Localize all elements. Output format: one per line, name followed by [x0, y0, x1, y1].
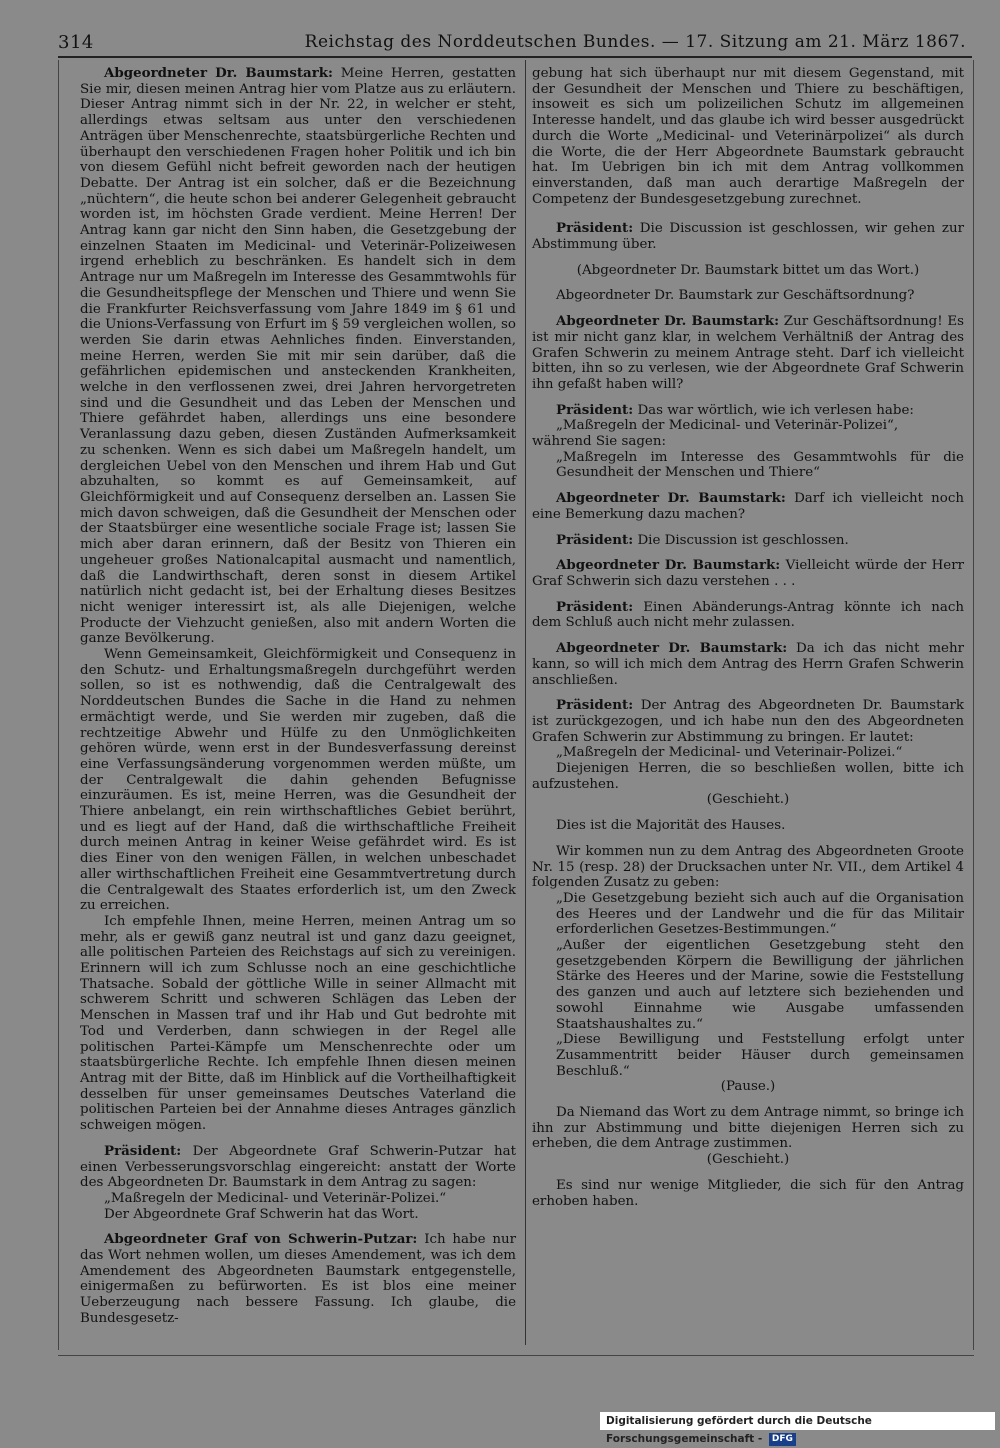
paragraph [80, 66, 516, 647]
footer-text: Digitalisierung gefördert durch die Deutsche Forschungsgemeinschaft - [606, 1415, 872, 1445]
paragraph [532, 221, 964, 252]
paragraph [532, 844, 964, 891]
paragraph [532, 434, 964, 450]
paragraph-gap [532, 278, 964, 288]
paragraph-gap [532, 1168, 964, 1178]
paragraph [532, 558, 964, 589]
speaker-name: Abgeordneter Dr. Baumstark: [556, 313, 780, 330]
page-edge-right [973, 60, 974, 1350]
paragraph-text: (Pause.) [720, 1079, 776, 1095]
paragraph-text: Die Discussion ist geschlossen, wir gehen zur Abstimmung über. [532, 221, 964, 253]
speaker-name: Präsident: [104, 1142, 182, 1159]
stage-direction [532, 263, 964, 279]
paragraph [80, 914, 516, 1134]
paragraph-text: Wir kommen nun zu dem Antrag des Abgeordneten Groote Nr. 15 (resp. 28) der Drucksachen unter Nr. VII., dem Artikel 4 folgenden Zusatz zu geben: [532, 843, 964, 891]
speaker-name: Präsident: [556, 531, 634, 548]
paragraph-text: Die Discussion ist geschlossen. [633, 532, 849, 548]
paragraph-text: Da ich das nicht mehr kann, so will ich mich dem Antrag des Herrn Grafen Schwerin anschließen. [532, 641, 964, 688]
paragraph-text: Diejenigen Herren, die so beschließen wollen, bitte ich aufzustehen. [532, 761, 964, 792]
paragraph-gap [532, 808, 964, 818]
paragraph-gap [532, 834, 964, 844]
paragraph-text: während Sie sagen: [532, 434, 666, 450]
page-header [58, 30, 972, 56]
paragraph-text: Der Abgeordnete Graf Schwerin hat das Wort. [104, 1206, 419, 1222]
paragraph-text: Das war wörtlich, wie ich verlesen habe: [633, 402, 914, 418]
paragraph-text: „Maßregeln der Medicinal- und Veterinär-Polizei“, [556, 418, 899, 434]
paragraph-text: gebung hat sich überhaupt nur mit diesem Gegenstand, mit der Gesundheit der Menschen und Thiere zu beschäftigen, insoweit es sich um polizeilichen Schutz im allgemeinen Interesse handelt, und das glaube ich wird besser ausgedrückt durch die Worte „Medicinal- und Veterinärpolizei“ als durch die Worte, die der Herr Abgeordnete Baumstark gebraucht hat. Im Uebrigen bin ich mit dem Antrag vollkommen einverstanden, daß man auch derartige Maßregeln der Competenz der Bundesgesetzgebung zurechnet. [532, 66, 964, 207]
paragraph [532, 288, 964, 304]
paragraph-text: Ich empfehle Ihnen, meine Herren, meinen Antrag um so mehr, als er gewiß ganz neutral ist und ganz dazu geeignet, alle politischen Parteien des Reichstags auf sich zu vereinigen. Erinnern will ich zum Schlusse noch an eine geschichtliche Thatsache. Sobald der göttliche Wille in seiner Allmacht mit schwerem Schritt und schweren Schlägen das Leben der Menschen in Massen traf und ihr Hab und Gut bedrohte mit Tod und Verderben, dann schwiegen in der Regel alle politischen Partei-Kämpfe um Menschenrechte oder um staatsbürgerliche Rechte. Ich empfehle Ihnen diesen meinen Antrag mit der Bitte, daß im Hinblick auf die Vortheilhaftigkeit desselben für unser gemeinsames Deutsches Vaterland die politischen Parteien bei der Annahme dieses Antrages gänzlich schweigen mögen. [80, 913, 516, 1134]
speaker-name: Abgeordneter Dr. Baumstark: [556, 640, 788, 657]
paragraph-text: Es sind nur wenige Mitglieder, die sich für den Antrag erhoben haben. [532, 1177, 964, 1209]
page-edge-left [58, 60, 59, 1350]
paragraph-text: Zur Geschäftsordnung! Es ist mir nicht ganz klar, in welchem Verhältniß der Antrag des Grafen Schwerin zu meinem Antrage steht. Darf ich vielleicht bitten, ihn so zu verlesen, wie der Abgeordnete Graf Schwerin ihn gefaßt haben will? [532, 314, 964, 392]
running-title: Reichstag des Norddeutschen Bundes. — 17. Sitzung am 21. März 1867. [304, 32, 966, 52]
paragraph [80, 647, 516, 914]
paragraph [80, 1144, 516, 1191]
funding-footer [600, 1412, 995, 1445]
speaker-name: Abgeordneter Dr. Baumstark: [556, 557, 781, 574]
speaker-name: Abgeordneter Dr. Baumstark: [104, 65, 333, 81]
paragraph [532, 66, 964, 207]
paragraph-text: Der Abgeordnete Graf Schwerin-Putzar hat einen Verbesserungsvorschlag eingereicht: anstatt der Worte des Abgeordneten Dr. Baumstark in dem Antrag zu sagen: [80, 1143, 516, 1191]
paragraph-text: Meine Herren, gestatten Sie mir, diesen meinen Antrag hier vom Platze aus zu erläutern. Dieser Antrag nimmt sich in der Nr. 22, in welcher er steht, allerdings etwas seltsam aus unter den verschiedenen Anträgen über Menschenrechte, staatsbürgerliche Rechten und überhaupt den verschiedenen Fragen hoher Politik und ich bin von diesem Gefühl nicht befreit geworden nach der heutigen Debatte. Der Antrag ist ein solcher, daß er die Bezeichnung „nüchtern“, die heute schon bei anderer Gelegenheit gebraucht worden ist, im höchsten Grade verdient. Meine Herren! Der Antrag kann gar nicht den Sinn haben, die Gesetzgebung der einzelnen Staaten im Medicinal- und Veterinär-Polizeiwesen irgend erheblich zu beschränken. Es handelt sich in dem Antrage nur um Maßregeln im Interesse des Gesammtwohls für die Gesundheitspflege der Menschen und Thiere und wenn Sie die Frankfurter Reichsverfassung vom Jahre 1849 im § 61 und die Unions-Verfassung von Erfurt im § 59 vergleichen wollen, so werden Sie darin etwas Aehnliches finden. Einverstanden, meine Herren, werden Sie mit mir sein darüber, daß die gefährlichen epidemischen und ansteckenden Krankheiten, welche in den verflossenen zwei, drei Jahren hervorgetreten sind und die Gesundheit und das Leben der Menschen und Thiere gefährdet haben, allerdings uns eine besondere Veranlassung dazu geben, diesen Zuständen Aufmerksamkeit zu schenken. Wenn es sich dabei um Maßregeln handelt, um dergleichen Uebel von den Menschen und ihrem Hab und Gut abzuhalten, so kommt es auf Gemeinsamkeit, auf Gleichförmigkeit und auf Consequenz derselben an. Lassen Sie mich davon schweigen, daß die Gesundheit der Menschen oder der Staatsbürger eine wesentliche sociale Frage ist; lassen Sie mich aber daran erinnern, daß der Besitz von Thieren ein ungeheuer großes Nationalcapital ausmacht und namentlich, daß die Landwirthschaft, deren sonst in diesem Artikel natürlich nicht gedacht ist, bei der Erhaltung dieses Besitzes nicht weniger interessirt ist, als alle Diejenigen, welche Producte der Viehzucht genießen, also mit andern Worten die ganze Bevölkerung. [80, 66, 516, 647]
stage-direction [532, 792, 964, 808]
paragraph-text: „Maßregeln im Interesse des Gesammtwohls für die Gesundheit der Menschen und Thiere“ [556, 449, 964, 481]
paragraph [532, 641, 964, 688]
paragraph-text: Einen Abänderungs-Antrag könnte ich nach dem Schluß auch nicht mehr zulassen. [532, 599, 964, 631]
paragraph [532, 818, 964, 834]
paragraph [532, 403, 964, 419]
paragraph [532, 491, 964, 522]
paragraph [532, 761, 964, 792]
paragraph [532, 1105, 964, 1152]
paragraph-text: „Maßregeln der Medicinal- und Veterinair-Polizei.“ [556, 745, 903, 761]
left-column [80, 66, 516, 1327]
stage-direction [532, 1079, 964, 1095]
quoted-text [532, 938, 964, 1032]
paragraph-text: (Geschieht.) [706, 1152, 790, 1168]
speaker-name: Abgeordneter Graf von Schwerin-Putzar: [104, 1231, 418, 1248]
speaker-name: Präsident: [556, 220, 634, 237]
stage-direction [532, 1152, 964, 1168]
paragraph [80, 1232, 516, 1326]
quoted-text [80, 1191, 516, 1207]
paragraph [532, 698, 964, 745]
paragraph [532, 1178, 964, 1209]
paragraph-text: „Diese Bewilligung und Feststellung erfolgt unter Zusammentritt beider Häuser durch gemeinsamen Beschluß.“ [556, 1032, 964, 1079]
paragraph-text: Darf ich vielleicht noch eine Bemerkung dazu machen? [532, 491, 964, 522]
paragraph-text: Da Niemand das Wort zu dem Antrage nimmt, so bringe ich ihn zur Abstimmung und bitte diejenigen Herren sich zu erheben, die dem Antrage zustimmen. [532, 1105, 964, 1152]
paragraph-text: (Geschieht.) [706, 792, 790, 808]
bottom-rule [58, 1355, 974, 1356]
paragraph-gap [532, 253, 964, 263]
quoted-text [532, 891, 964, 938]
paragraph-text: „Die Gesetzgebung bezieht sich auch auf die Organisation des Heeres und der Landwehr und die für das Militair erforderlichen Gesetzes-Bestimmungen.“ [556, 890, 964, 938]
quoted-text [532, 745, 964, 761]
paragraph-text: Abgeordneter Dr. Baumstark zur Geschäftsordnung? [556, 288, 915, 304]
paragraph-text: Vielleicht würde der Herr Graf Schwerin sich dazu verstehen . . . [532, 558, 965, 589]
quoted-text [532, 1032, 964, 1079]
paragraph-text: „Maßregeln der Medicinal- und Veterinär-Polizei.“ [104, 1190, 447, 1206]
speaker-name: Präsident: [556, 401, 634, 418]
dfg-logo: DFG [769, 1433, 796, 1446]
paragraph-gap [532, 1095, 964, 1105]
paragraph-text: „Außer der eigentlichen Gesetzgebung steht den gesetzgebenden Körpern die Bewilligung der jährlichen Stärke des Heeres und der Marine, sowie die Feststellung des ganzen und auch auf letztere sich beziehenden und sowohl Einnahme wie Ausgabe umfassenden Staatshaushaltes zu.“ [556, 938, 964, 1032]
speaker-name: Präsident: [556, 598, 634, 615]
paragraph [532, 533, 964, 549]
column-separator [525, 60, 526, 1345]
speaker-name: Präsident: [556, 697, 634, 714]
paragraph-text: Der Antrag des Abgeordneten Dr. Baumstark ist zurückgezogen, und ich habe nun den des Abgeordneten Grafen Schwerin zur Abstimmung zu bringen. Er lautet: [532, 698, 964, 745]
paragraph [80, 1207, 516, 1223]
paragraph-text: Dies ist die Majorität des Hauses. [556, 818, 786, 834]
right-column [532, 66, 964, 1209]
page-number: 314 [58, 32, 94, 53]
quoted-text [532, 450, 964, 481]
header-rule [58, 56, 972, 58]
paragraph-text: Wenn Gemeinsamkeit, Gleichförmigkeit und Consequenz in den Schutz- und Erhaltungsmaßregeln durchgeführt werden sollen, so ist es nothwendig, daß die Centralgewalt des Norddeutschen Bundes die Sache in die Hand zu nehmen ermächtigt werde, und Sie werden mir zugeben, daß die rechtzeitige Abwehr und Hülfe zu den Unmöglichkeiten gehören würde, wenn erst in der Bundesverfassung dereinst eine Verfassungsänderung vorgenommen werden müßte, um der Centralgewalt die dahin gehenden Befugnisse einzuräumen. Es ist, meine Herren, was die Gesundheit der Thiere anbelangt, ein rein wirthschaftliches Gebiet berührt, und es liegt auf der Hand, daß die wirthschaftliche Freiheit durch meinen Antrag in keiner Weise gefährdet wird. Es ist dies Einer von den wenigen Fällen, in welchen unbeschadet aller wirthschaftlichen Freiheit eine Gesammtvertretung durch die Centralgewalt des Staates erforderlich ist, um den Zweck zu erreichen. [80, 647, 516, 914]
paragraph [532, 314, 964, 393]
paragraph-gap [532, 207, 964, 221]
paragraph-text: (Abgeordneter Dr. Baumstark bittet um das Wort.) [576, 262, 920, 278]
paragraph [532, 600, 964, 631]
paragraph-text: Ich habe nur das Wort nehmen wollen, um dieses Amendement, was ich dem Amendement des Abgeordneten Baumstark entgegenstelle, einigermaßen zu befürworten. Es ist blos eine meiner Ueberzeugung nach bessere Fassung. Ich glaube, die Bundesgesetz- [80, 1232, 517, 1326]
quoted-text [532, 418, 964, 434]
speaker-name: Abgeordneter Dr. Baumstark: [556, 490, 786, 507]
